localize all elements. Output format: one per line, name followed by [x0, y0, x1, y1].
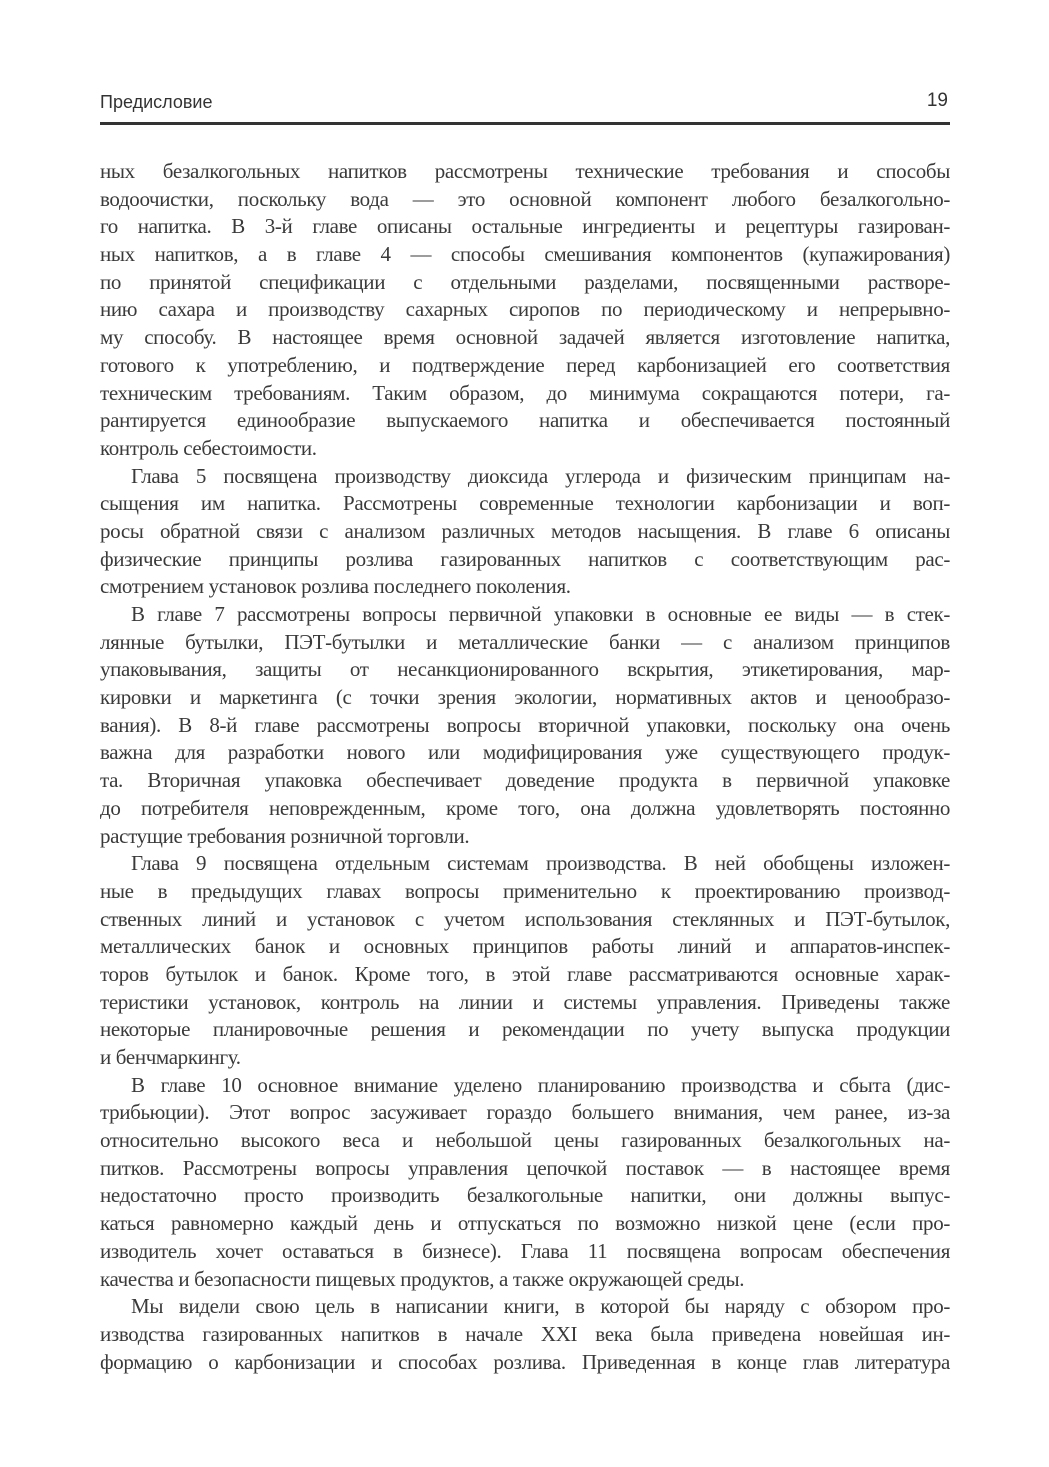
text-line: Глава 9 посвящена отдельным системам производства. В ней обобщены изложен-	[131, 851, 950, 876]
text-line: недостаточно просто производить безалкогольные напитки, они должны выпус-	[100, 1183, 950, 1208]
text-line: растущие требования розничной торговли.	[100, 823, 470, 848]
text-line: упаковывания, защиты от несанкционированного вскрытия, этикетирования, мар-	[100, 657, 950, 682]
text-line: рантируется единообразие выпускаемого напитка и обеспечивается постоянный	[100, 408, 950, 433]
text-line: относительно высокого веса и небольшой цены газированных безалкогольных на-	[100, 1128, 950, 1153]
text-line: лянные бутылки, ПЭТ-бутылки и металлические банки — с анализом принципов	[100, 629, 950, 654]
text-line: водоочистки, поскольку вода — это основной компонент любого безалкогольно-	[100, 186, 950, 211]
text-line: качества и безопасности пищевых продуктов, а также окружающей среды.	[100, 1266, 745, 1291]
text-line: металлических банок и основных принципов работы линий и аппаратов-инспек-	[100, 934, 950, 959]
text-line: ных напитков, а в главе 4 — способы смешивания компонентов (купажирования)	[100, 242, 950, 267]
text-line: Мы видели свою цель в написании книги, в которой бы наряду с обзором про-	[131, 1294, 950, 1319]
paragraph	[100, 158, 950, 463]
text-line: каться равномерно каждый день и отпускаться по возможно низкой цене (если про-	[100, 1211, 950, 1236]
paragraph	[100, 1293, 950, 1376]
paragraph	[100, 1072, 950, 1294]
running-header-title: Предисловие	[100, 92, 213, 112]
text-line: торов бутылок и банок. Кроме того, в этой главе рассматриваются основные харак-	[100, 961, 950, 986]
text-line: по принятой спецификации с отдельными разделами, посвященными растворе-	[100, 269, 950, 294]
text-line: ных безалкогольных напитков рассмотрены технические требования и способы	[100, 159, 950, 183]
running-header	[100, 88, 950, 116]
text-line: кировки и маркетинга (с точки зрения экологии, нормативных актов и ценообразо-	[100, 685, 950, 710]
text-line: готового к употреблению, и подтверждение перед карбонизацией его соответствия	[100, 352, 950, 377]
paragraph	[100, 601, 950, 850]
text-line: изводства газированных напитков в начале XXI века была приведена новейшая ин-	[100, 1321, 950, 1346]
paragraph	[100, 850, 950, 1072]
text-line: питков. Рассмотрены вопросы управления цепочкой поставок — в настоящее время	[100, 1155, 950, 1180]
text-line: теристики установок, контроль на линии и системы управления. Приведены также	[100, 989, 950, 1014]
text-line: росы обратной связи с анализом различных методов насыщения. В главе 6 описаны	[100, 518, 950, 543]
text-line: техническим требованиям. Таким образом, до минимума сокращаются потери, га-	[100, 380, 950, 405]
paragraph	[100, 463, 950, 601]
text-line: В главе 10 основное внимание уделено планированию производства и сбыта (дис-	[131, 1072, 950, 1097]
text-line: изводитель хочет оставаться в бизнесе). Глава 11 посвящена вопросам обеспечения	[100, 1238, 950, 1263]
page-number: 19	[926, 90, 948, 111]
text-line: та. Вторичная упаковка обеспечивает доведение продукта в первичной упаковке	[100, 768, 950, 793]
text-line: до потребителя неповрежденным, кроме того, она должна удовлетворять постоянно	[100, 795, 950, 820]
text-line: некоторые планировочные решения и рекомендации по учету выпуска продукции	[100, 1017, 950, 1042]
text-line: сыщения им напитка. Рассмотрены современные технологии карбонизации и воп-	[100, 491, 950, 516]
text-line: формацию о карбонизации и способах розлива. Приведенная в конце глав литература	[100, 1349, 950, 1374]
text-line: В главе 7 рассмотрены вопросы первичной упаковки в основные ее виды — в стек-	[131, 602, 950, 626]
text-line: физические принципы розлива газированных напитков с соответствующим рас-	[100, 546, 950, 571]
text-line: важна для разработки нового или модифицирования уже существующего продук-	[100, 740, 950, 765]
text-line: му способу. В настоящее время основной задачей является изготовление напитка,	[100, 325, 950, 350]
text-line: ные в предыдущих главах вопросы применительно к проектированию производ-	[100, 878, 950, 903]
text-line: вания). В 8-й главе рассмотрены вопросы вторичной упаковки, поскольку она очень	[100, 712, 950, 737]
text-line: ственных линий и установок с учетом использования стеклянных и ПЭТ-бутылок,	[100, 906, 950, 931]
text-line: трибьюции). Этот вопрос засуживает гораздо большего внимания, чем ранее, из-за	[100, 1100, 950, 1125]
text-line: Глава 5 посвящена производству диоксида углерода и физическим принципам на-	[131, 463, 950, 488]
text-line: смотрением установок розлива последнего поколения.	[100, 574, 571, 599]
text-line: нию сахара и производству сахарных сиропов по периодическому и непрерывно-	[100, 297, 950, 322]
text-line: и бенчмаркингу.	[100, 1045, 241, 1069]
text-line: го напитка. В 3-й главе описаны остальные ингредиенты и рецептуры газирован-	[100, 214, 950, 239]
text-line: контроль себестоимости.	[100, 435, 317, 460]
body-text	[100, 158, 950, 1376]
header-rule	[100, 122, 950, 125]
